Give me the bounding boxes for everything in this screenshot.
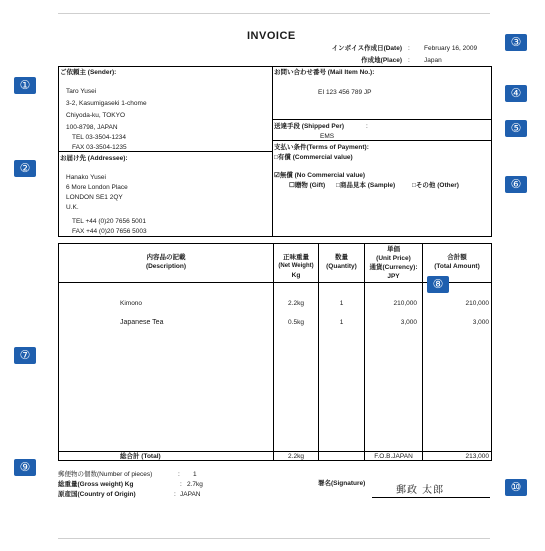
callout-badge-6: ⑥: [505, 176, 527, 193]
origin-sep: :: [174, 491, 176, 498]
upper-right-line: [491, 66, 492, 237]
row2-desc: Japanese Tea: [120, 319, 164, 326]
shipped-bottom-line: [272, 140, 492, 141]
table-left-line: [58, 243, 59, 461]
origin-value: JAPAN: [180, 491, 201, 498]
row1-total: 210,000: [465, 300, 489, 307]
mail-item-value: EI 123 456 789 JP: [318, 89, 372, 96]
col-qty-jp: 数量: [335, 254, 348, 261]
sender-address1: 3-2, Kasumigaseki 1-chome: [66, 100, 147, 107]
addressee-name: Hanako Yusei: [66, 174, 106, 181]
sender-tel: TEL 03-3504-1234: [72, 134, 126, 141]
row1-qty: 1: [339, 300, 344, 307]
signature-line: [372, 497, 490, 498]
col-weight-en: (Net Weight): [278, 263, 314, 269]
col-desc-jp: 内容品の記載: [146, 254, 186, 261]
callout-badge-10: ⑩: [505, 479, 527, 496]
place-value: Japan: [424, 57, 442, 64]
col-desc-en: (Description): [145, 263, 187, 270]
sender-name: Taro Yusei: [66, 88, 97, 95]
col-total-en: (Total Amount): [434, 263, 480, 270]
callout-badge-5: ⑤: [505, 120, 527, 137]
sender-address2: Chiyoda-ku, TOKYO: [66, 112, 126, 119]
total-terms: F.O.B.JAPAN: [374, 453, 413, 460]
upper-bottom-line: [58, 236, 492, 237]
shipped-label: 送達手段 (Shipped Per): [274, 123, 345, 130]
sender-fax: FAX 03-3504-1235: [72, 144, 127, 151]
col-currency: 通貨(Currency):: [369, 264, 418, 271]
upper-mid-line: [272, 66, 273, 237]
total-weight: 2.2kg: [288, 453, 304, 460]
row1-desc: Kimono: [120, 300, 143, 307]
row2-qty: 1: [339, 319, 344, 326]
total-label: 総合計 (Total): [120, 453, 161, 460]
callout-badge-7: ⑦: [14, 347, 36, 364]
mail-item-label: お問い合わせ番号 (Mail Item No.):: [274, 69, 375, 76]
table-col2-line: [318, 243, 319, 461]
callout-badge-8: ⑧: [427, 276, 449, 293]
upper-top-line: [58, 66, 492, 67]
col-qty-en: (Quantity): [326, 263, 357, 270]
payment-sample: □商品見本 (Sample): [336, 182, 396, 189]
row2-total: 3,000: [472, 319, 489, 326]
col-unit-jp: 単価: [387, 246, 400, 253]
callout-badge-9: ⑨: [14, 459, 36, 476]
gross-label: 総重量(Gross weight) Kg: [58, 481, 134, 488]
date-value: February 16, 2009: [424, 45, 478, 52]
payment-no-commercial: ☑無償 (No Commercial value): [274, 172, 366, 179]
row1-weight: 2.2kg: [288, 300, 304, 307]
row2-weight: 0.5kg: [288, 319, 304, 326]
date-sep: :: [408, 45, 410, 52]
addressee-address2: LONDON SE1 2QY: [66, 194, 123, 201]
table-total-line: [58, 451, 492, 452]
payment-label: 支払い条件(Terms of Payment):: [274, 144, 369, 151]
col-unit-en: (Unit Price): [376, 255, 411, 262]
addressee-tel: TEL +44 (0)20 7656 5001: [72, 218, 147, 225]
top-rule: [58, 13, 490, 14]
bottom-rule: [58, 538, 490, 539]
table-right-line: [491, 243, 492, 461]
col-currency-value: JPY: [387, 273, 400, 280]
callout-badge-3: ③: [505, 34, 527, 51]
total-amount: 213,000: [465, 453, 489, 460]
sender-bottom-line: [58, 151, 272, 152]
callout-badge-4: ④: [505, 85, 527, 102]
gross-sep: :: [180, 481, 182, 488]
origin-label: 原産国(Country of Origin): [58, 491, 136, 498]
sender-label: ご依頼主 (Sender):: [60, 69, 117, 76]
callout-badge-1: ①: [14, 77, 36, 94]
addressee-label: お届け先 (Addressee):: [60, 155, 128, 162]
addressee-address3: U.K.: [66, 204, 79, 211]
signature-label: 署名(Signature): [318, 480, 366, 487]
col-weight-unit: Kg: [291, 272, 301, 279]
addressee-fax: FAX +44 (0)20 7656 5003: [72, 228, 147, 235]
invoice-title: INVOICE: [247, 30, 296, 42]
shipped-value: EMS: [320, 133, 335, 140]
col-weight-jp: 正味重量: [283, 254, 309, 261]
payment-commercial: □有償 (Commercial value): [274, 154, 353, 161]
shipped-sep: :: [366, 123, 368, 130]
pieces-label: 郵便物の個数(Number of pieces): [58, 471, 153, 478]
table-top-line: [58, 243, 492, 244]
place-label: 作成地(Place): [361, 57, 402, 64]
pieces-sep: :: [178, 471, 180, 478]
row1-unit: 210,000: [393, 300, 417, 307]
pieces-value: 1: [193, 471, 197, 478]
table-bottom-line: [58, 460, 492, 461]
callout-badge-2: ②: [14, 160, 36, 177]
gross-value: 2.7kg: [187, 481, 203, 488]
col-total-jp: 合計額: [447, 254, 467, 261]
mail-bottom-line: [272, 119, 492, 120]
payment-gift: ☐贈物 (Gift): [289, 182, 326, 189]
signature-value: 郵政 太郎: [396, 485, 445, 496]
sender-address3: 100-8798, JAPAN: [66, 124, 118, 131]
date-label: インボイス作成日(Date): [331, 45, 402, 52]
table-col4-line: [422, 243, 423, 461]
addressee-address1: 6 More London Place: [66, 184, 128, 191]
place-sep: :: [408, 57, 410, 64]
payment-other: □その他 (Other): [412, 182, 459, 189]
row2-unit: 3,000: [400, 319, 417, 326]
